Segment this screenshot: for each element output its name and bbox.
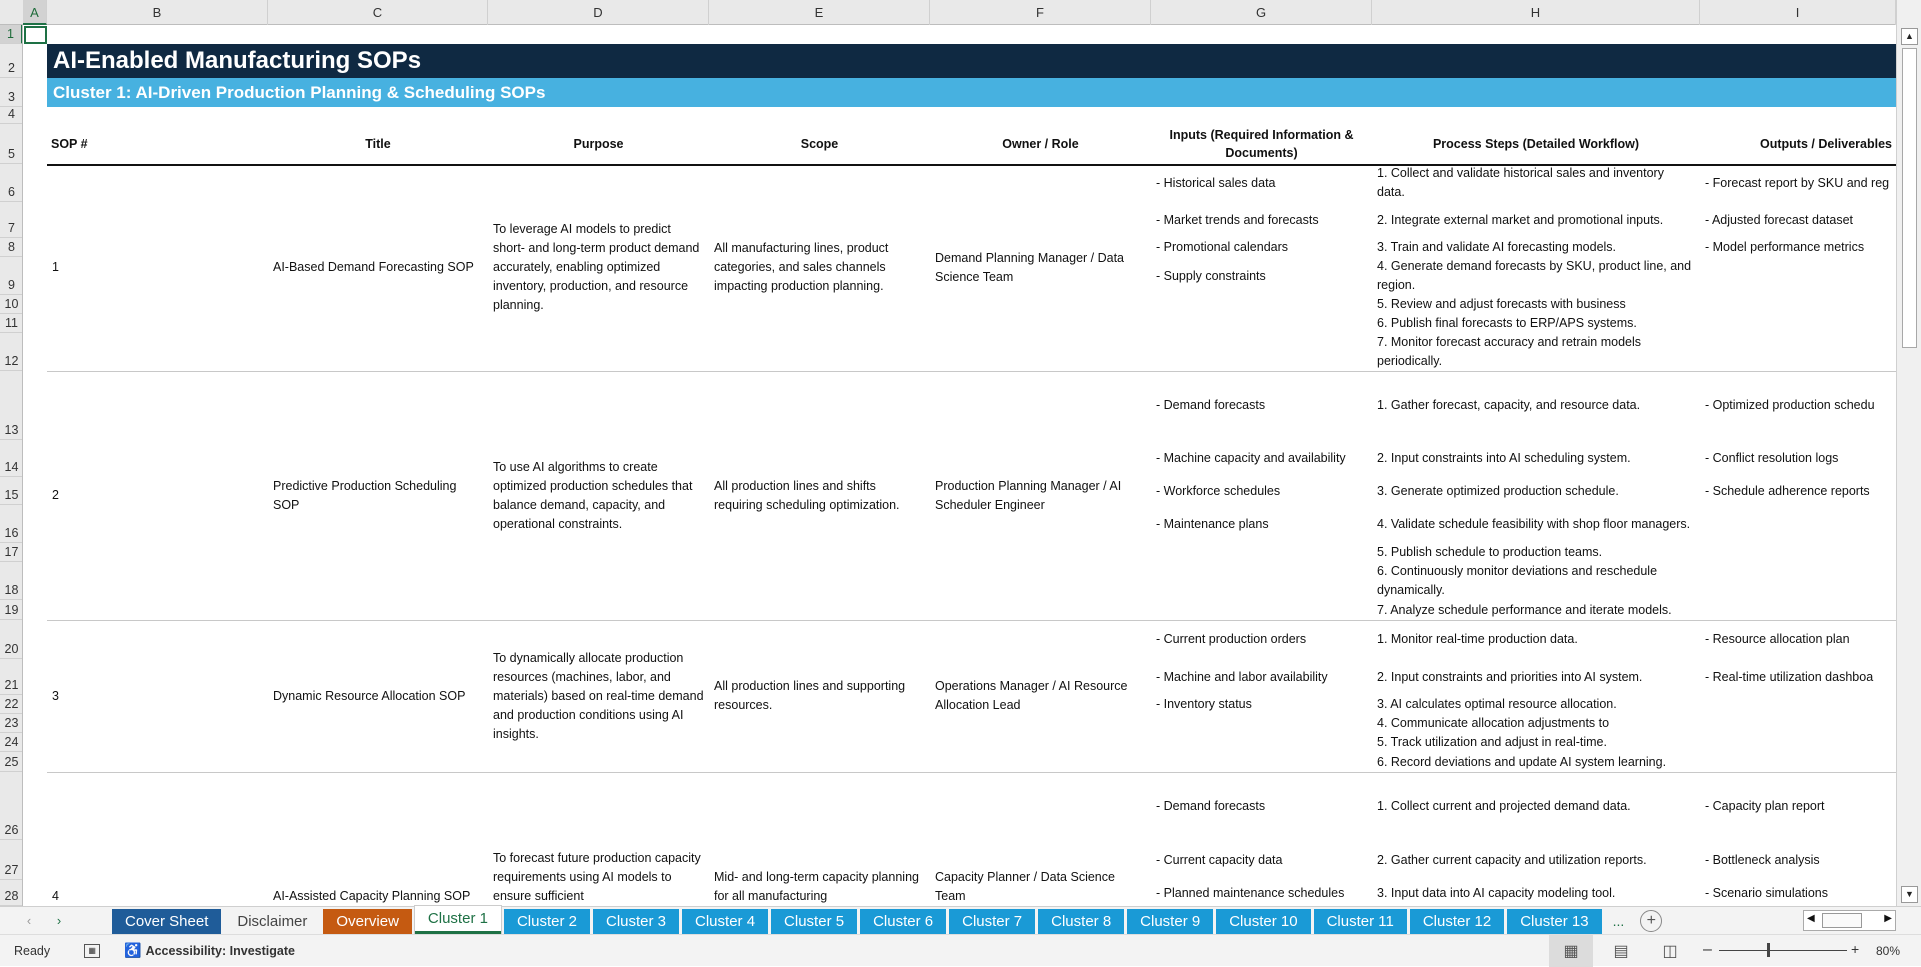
- column-header-a[interactable]: A: [23, 0, 47, 25]
- accessibility-status[interactable]: Accessibility: Investigate: [145, 943, 295, 958]
- zoom-in-icon[interactable]: +: [1851, 941, 1860, 957]
- column-header-d[interactable]: D: [488, 0, 709, 25]
- sheet-tab-disclaimer[interactable]: Disclaimer: [224, 909, 320, 934]
- sop-owner: Operations Manager / AI Resource Allocation Lead: [935, 679, 1128, 712]
- sheet-tab-cluster-10[interactable]: Cluster 10: [1216, 909, 1310, 934]
- ready-status: Ready: [14, 943, 51, 958]
- sheet-tab-cluster-8[interactable]: Cluster 8: [1038, 909, 1124, 934]
- header-outputs: Outputs / Deliverables: [1760, 137, 1892, 151]
- process-step: 2. Input constraints into AI scheduling system.: [1377, 451, 1631, 465]
- row-header-4[interactable]: 4: [0, 107, 23, 124]
- sheet-tab-cluster-2[interactable]: Cluster 2: [504, 909, 590, 934]
- input-item: - Inventory status: [1156, 697, 1252, 711]
- sop-purpose: To leverage AI models to predict short- and long-term product demand accurately, enabling optimized inventory, production, and resource planning.: [493, 222, 700, 312]
- scroll-right-icon[interactable]: ▶: [1884, 913, 1892, 924]
- sop-title: Predictive Production Scheduling SOP: [273, 478, 457, 512]
- process-step: 6. Continuously monitor deviations and reschedule dynamically.: [1377, 564, 1658, 597]
- row-header-22[interactable]: 22: [0, 695, 23, 714]
- sheet-tabs: [112, 907, 1605, 934]
- input-item: - Machine and labor availability: [1156, 669, 1328, 684]
- row-header-20[interactable]: 20: [0, 620, 23, 659]
- process-step: 2. Gather current capacity and utilization reports.: [1377, 852, 1647, 867]
- row-header-13[interactable]: 13: [0, 371, 23, 440]
- horizontal-scroll-thumb[interactable]: [1822, 913, 1862, 928]
- row-header-12[interactable]: 12: [0, 333, 23, 371]
- sop-number: 4: [52, 889, 59, 903]
- output-item: - Schedule adherence reports: [1705, 483, 1870, 498]
- process-step: 5. Publish schedule to production teams.: [1377, 545, 1603, 559]
- row-header-2[interactable]: 2: [0, 44, 23, 78]
- row-header-10[interactable]: 10: [0, 295, 23, 314]
- sop-number: 2: [52, 488, 59, 502]
- horizontal-scrollbar[interactable]: [1803, 910, 1896, 931]
- input-item: - Machine capacity and availability: [1156, 451, 1346, 465]
- row-header-1[interactable]: 1: [0, 25, 23, 44]
- process-step: 5. Track utilization and adjust in real-time.: [1377, 735, 1607, 749]
- output-item: - Resource allocation plan: [1705, 632, 1850, 646]
- output-item: - Optimized production schedu: [1705, 398, 1875, 412]
- sheet-tab-overview[interactable]: Overview: [323, 909, 412, 934]
- row-header-7[interactable]: 7: [0, 202, 23, 238]
- row-header-28[interactable]: 28: [0, 880, 23, 906]
- more-sheets-button[interactable]: ...: [1612, 912, 1625, 929]
- row-header-27[interactable]: 27: [0, 840, 23, 880]
- sop-owner: Capacity Planner / Data Science Team: [935, 870, 1115, 903]
- vertical-scroll-thumb[interactable]: [1902, 48, 1917, 348]
- process-step: 6. Record deviations and update AI system learning.: [1377, 754, 1667, 769]
- input-item: - Planned maintenance schedules: [1156, 885, 1345, 900]
- header-inputs: Inputs (Required Information & Documents): [1169, 128, 1354, 160]
- process-step: 3. Train and validate AI forecasting models.: [1377, 240, 1617, 254]
- input-item: - Promotional calendars: [1156, 240, 1289, 254]
- sop-scope: Mid- and long-term capacity planning for all manufacturing: [714, 870, 919, 903]
- output-item: - Capacity plan report: [1705, 798, 1825, 813]
- process-step: 3. AI calculates optimal resource allocation.: [1377, 697, 1617, 711]
- sop-purpose: To forecast future production capacity requirements using AI models to ensure sufficient: [493, 851, 701, 903]
- column-header-h[interactable]: H: [1372, 0, 1700, 25]
- process-step: 1. Collect and validate historical sales and inventory data.: [1377, 166, 1664, 199]
- row-headers: [0, 25, 23, 906]
- sop-number: 3: [52, 688, 59, 703]
- sheet-tab-cluster-1[interactable]: Cluster 1: [415, 906, 501, 934]
- column-header-g[interactable]: G: [1151, 0, 1372, 25]
- process-step: 1. Collect current and projected demand data.: [1377, 798, 1631, 813]
- next-sheet-icon[interactable]: ›: [56, 913, 62, 928]
- header-owner: Owner / Role: [1002, 137, 1079, 151]
- column-headers: [0, 0, 1896, 25]
- sheet-tab-cover-sheet[interactable]: Cover Sheet: [112, 909, 221, 934]
- process-step: 6. Publish final forecasts to ERP/APS systems.: [1377, 316, 1637, 330]
- output-item: - Conflict resolution logs: [1705, 451, 1839, 465]
- column-header-f[interactable]: F: [930, 0, 1151, 25]
- row-header-14[interactable]: 14: [0, 440, 23, 477]
- row-header-5[interactable]: 5: [0, 124, 23, 164]
- column-header-i[interactable]: I: [1700, 0, 1896, 25]
- process-step: 4. Generate demand forecasts by SKU, product line, and region.: [1377, 259, 1692, 292]
- row-header-8[interactable]: 8: [0, 238, 23, 257]
- zoom-out-icon[interactable]: –: [1703, 941, 1712, 958]
- active-cell-a1[interactable]: [24, 26, 47, 44]
- page-layout-view-icon[interactable]: ▤: [1613, 943, 1629, 960]
- process-step: 7. Monitor forecast accuracy and retrain models periodically.: [1377, 335, 1642, 368]
- row-header-24[interactable]: 24: [0, 733, 23, 752]
- output-item: - Model performance metrics: [1705, 240, 1865, 254]
- input-item: - Workforce schedules: [1156, 483, 1281, 498]
- scroll-left-icon[interactable]: ◀: [1807, 913, 1815, 924]
- row-header-18[interactable]: 18: [0, 562, 23, 600]
- column-header-c[interactable]: C: [268, 0, 488, 25]
- row-header-26[interactable]: 26: [0, 772, 23, 840]
- scroll-up-button[interactable]: ▲: [1901, 28, 1918, 45]
- row-header-17[interactable]: 17: [0, 543, 23, 562]
- sheet-tab-cluster-9[interactable]: Cluster 9: [1127, 909, 1213, 934]
- zoom-slider-thumb[interactable]: [1767, 943, 1770, 957]
- sop-number: 1: [52, 260, 59, 274]
- sop-title: Dynamic Resource Allocation SOP: [273, 688, 466, 703]
- header-title: Title: [365, 137, 391, 151]
- sop-title: AI-Based Demand Forecasting SOP: [273, 260, 474, 274]
- sop-purpose: To dynamically allocate production resources (machines, labor, and materials) based on real-time demand and production conditions using AI insights.: [493, 650, 704, 741]
- output-item: - Real-time utilization dashboa: [1705, 669, 1874, 684]
- sop-owner: Production Planning Manager / AI Scheduler Engineer: [935, 478, 1122, 512]
- cluster-subtitle: Cluster 1: AI-Driven Production Planning & Scheduling SOPs: [47, 78, 1896, 107]
- sheet-title: AI-Enabled Manufacturing SOPs: [47, 44, 1896, 78]
- add-sheet-icon[interactable]: +: [1640, 910, 1662, 932]
- previous-sheet-icon[interactable]: ‹: [26, 913, 32, 928]
- row-header-19[interactable]: 19: [0, 600, 23, 620]
- sop-scope: All production lines and shifts requiring scheduling optimization.: [714, 478, 900, 512]
- output-item: - Scenario simulations: [1705, 885, 1828, 900]
- process-step: 5. Review and adjust forecasts with business: [1377, 297, 1626, 311]
- vertical-scrollbar[interactable]: [1896, 0, 1921, 906]
- column-header-b[interactable]: B: [47, 0, 268, 25]
- process-step: 4. Validate schedule feasibility with shop floor managers.: [1377, 516, 1691, 531]
- input-item: - Historical sales data: [1156, 175, 1276, 190]
- process-step: 2. Integrate external market and promotional inputs.: [1377, 212, 1664, 227]
- accessibility-icon[interactable]: ♿: [124, 942, 142, 958]
- sop-owner: Demand Planning Manager / Data Science Team: [935, 250, 1125, 284]
- row-header-9[interactable]: 9: [0, 257, 23, 295]
- input-item: - Current capacity data: [1156, 852, 1283, 867]
- header-sop-number: SOP #: [51, 137, 88, 151]
- macro-record-icon[interactable]: ▦: [84, 944, 100, 958]
- row-header-3[interactable]: 3: [0, 78, 23, 107]
- normal-view-icon[interactable]: ▦: [1549, 935, 1593, 967]
- process-step: 7. Analyze schedule performance and iterate models.: [1377, 602, 1672, 617]
- sheet-tab-cluster-5[interactable]: Cluster 5: [771, 909, 857, 934]
- output-item: - Adjusted forecast dataset: [1705, 212, 1854, 227]
- worksheet-grid[interactable]: [23, 25, 1896, 906]
- process-step: 1. Gather forecast, capacity, and resource data.: [1377, 398, 1641, 412]
- sheet-tab-cluster-3[interactable]: Cluster 3: [593, 909, 679, 934]
- input-item: - Demand forecasts: [1156, 398, 1266, 412]
- output-item: - Forecast report by SKU and reg: [1705, 175, 1890, 190]
- sop-title: AI-Assisted Capacity Planning SOP: [273, 889, 471, 903]
- sheet-tab-bar: [0, 906, 1921, 934]
- row-header-25[interactable]: 25: [0, 752, 23, 772]
- row-header-11[interactable]: 11: [0, 314, 23, 333]
- zoom-level[interactable]: 80%: [1876, 944, 1901, 958]
- page-break-preview-icon[interactable]: ◫: [1662, 943, 1678, 960]
- process-step: 2. Input constraints and priorities into AI system.: [1377, 669, 1643, 684]
- sheet-tab-cluster-13[interactable]: Cluster 13: [1507, 909, 1601, 934]
- sheet-tab-cluster-11[interactable]: Cluster 11: [1314, 909, 1407, 934]
- process-step: 4. Communicate allocation adjustments to: [1377, 716, 1610, 730]
- input-item: - Current production orders: [1156, 632, 1307, 646]
- row-header-15[interactable]: 15: [0, 477, 23, 505]
- input-item: - Maintenance plans: [1156, 516, 1269, 531]
- header-scope: Scope: [800, 137, 839, 151]
- output-item: - Bottleneck analysis: [1705, 852, 1820, 867]
- row-header-16[interactable]: 16: [0, 505, 23, 543]
- sop-purpose: To use AI algorithms to create optimized production schedules that balance demand, capacity, and operational constraints.: [493, 459, 693, 531]
- status-bar: [0, 934, 1921, 966]
- input-item: - Demand forecasts: [1156, 798, 1266, 813]
- process-step: 3. Input data into AI capacity modeling tool.: [1377, 885, 1616, 900]
- row-header-23[interactable]: 23: [0, 714, 23, 733]
- header-purpose: Purpose: [573, 137, 624, 151]
- scroll-down-button[interactable]: ▼: [1901, 886, 1918, 903]
- sheet-tab-cluster-6[interactable]: Cluster 6: [860, 909, 946, 934]
- row-header-6[interactable]: 6: [0, 164, 23, 202]
- sheet-tab-cluster-4[interactable]: Cluster 4: [682, 909, 768, 934]
- sheet-tab-cluster-7[interactable]: Cluster 7: [949, 909, 1035, 934]
- row-header-21[interactable]: 21: [0, 659, 23, 695]
- process-step: 1. Monitor real-time production data.: [1377, 632, 1578, 646]
- header-process-steps: Process Steps (Detailed Workflow): [1432, 137, 1640, 151]
- column-header-e[interactable]: E: [709, 0, 930, 25]
- sop-scope: All manufacturing lines, product categories, and sales channels impacting production planning.: [714, 241, 889, 293]
- sop-scope: All production lines and supporting resources.: [714, 679, 906, 712]
- process-step: 3. Generate optimized production schedule.: [1377, 483, 1619, 498]
- zoom-slider[interactable]: [1719, 950, 1847, 951]
- input-item: - Supply constraints: [1156, 268, 1266, 283]
- sheet-tab-cluster-12[interactable]: Cluster 12: [1410, 909, 1504, 934]
- input-item: - Market trends and forecasts: [1156, 212, 1319, 227]
